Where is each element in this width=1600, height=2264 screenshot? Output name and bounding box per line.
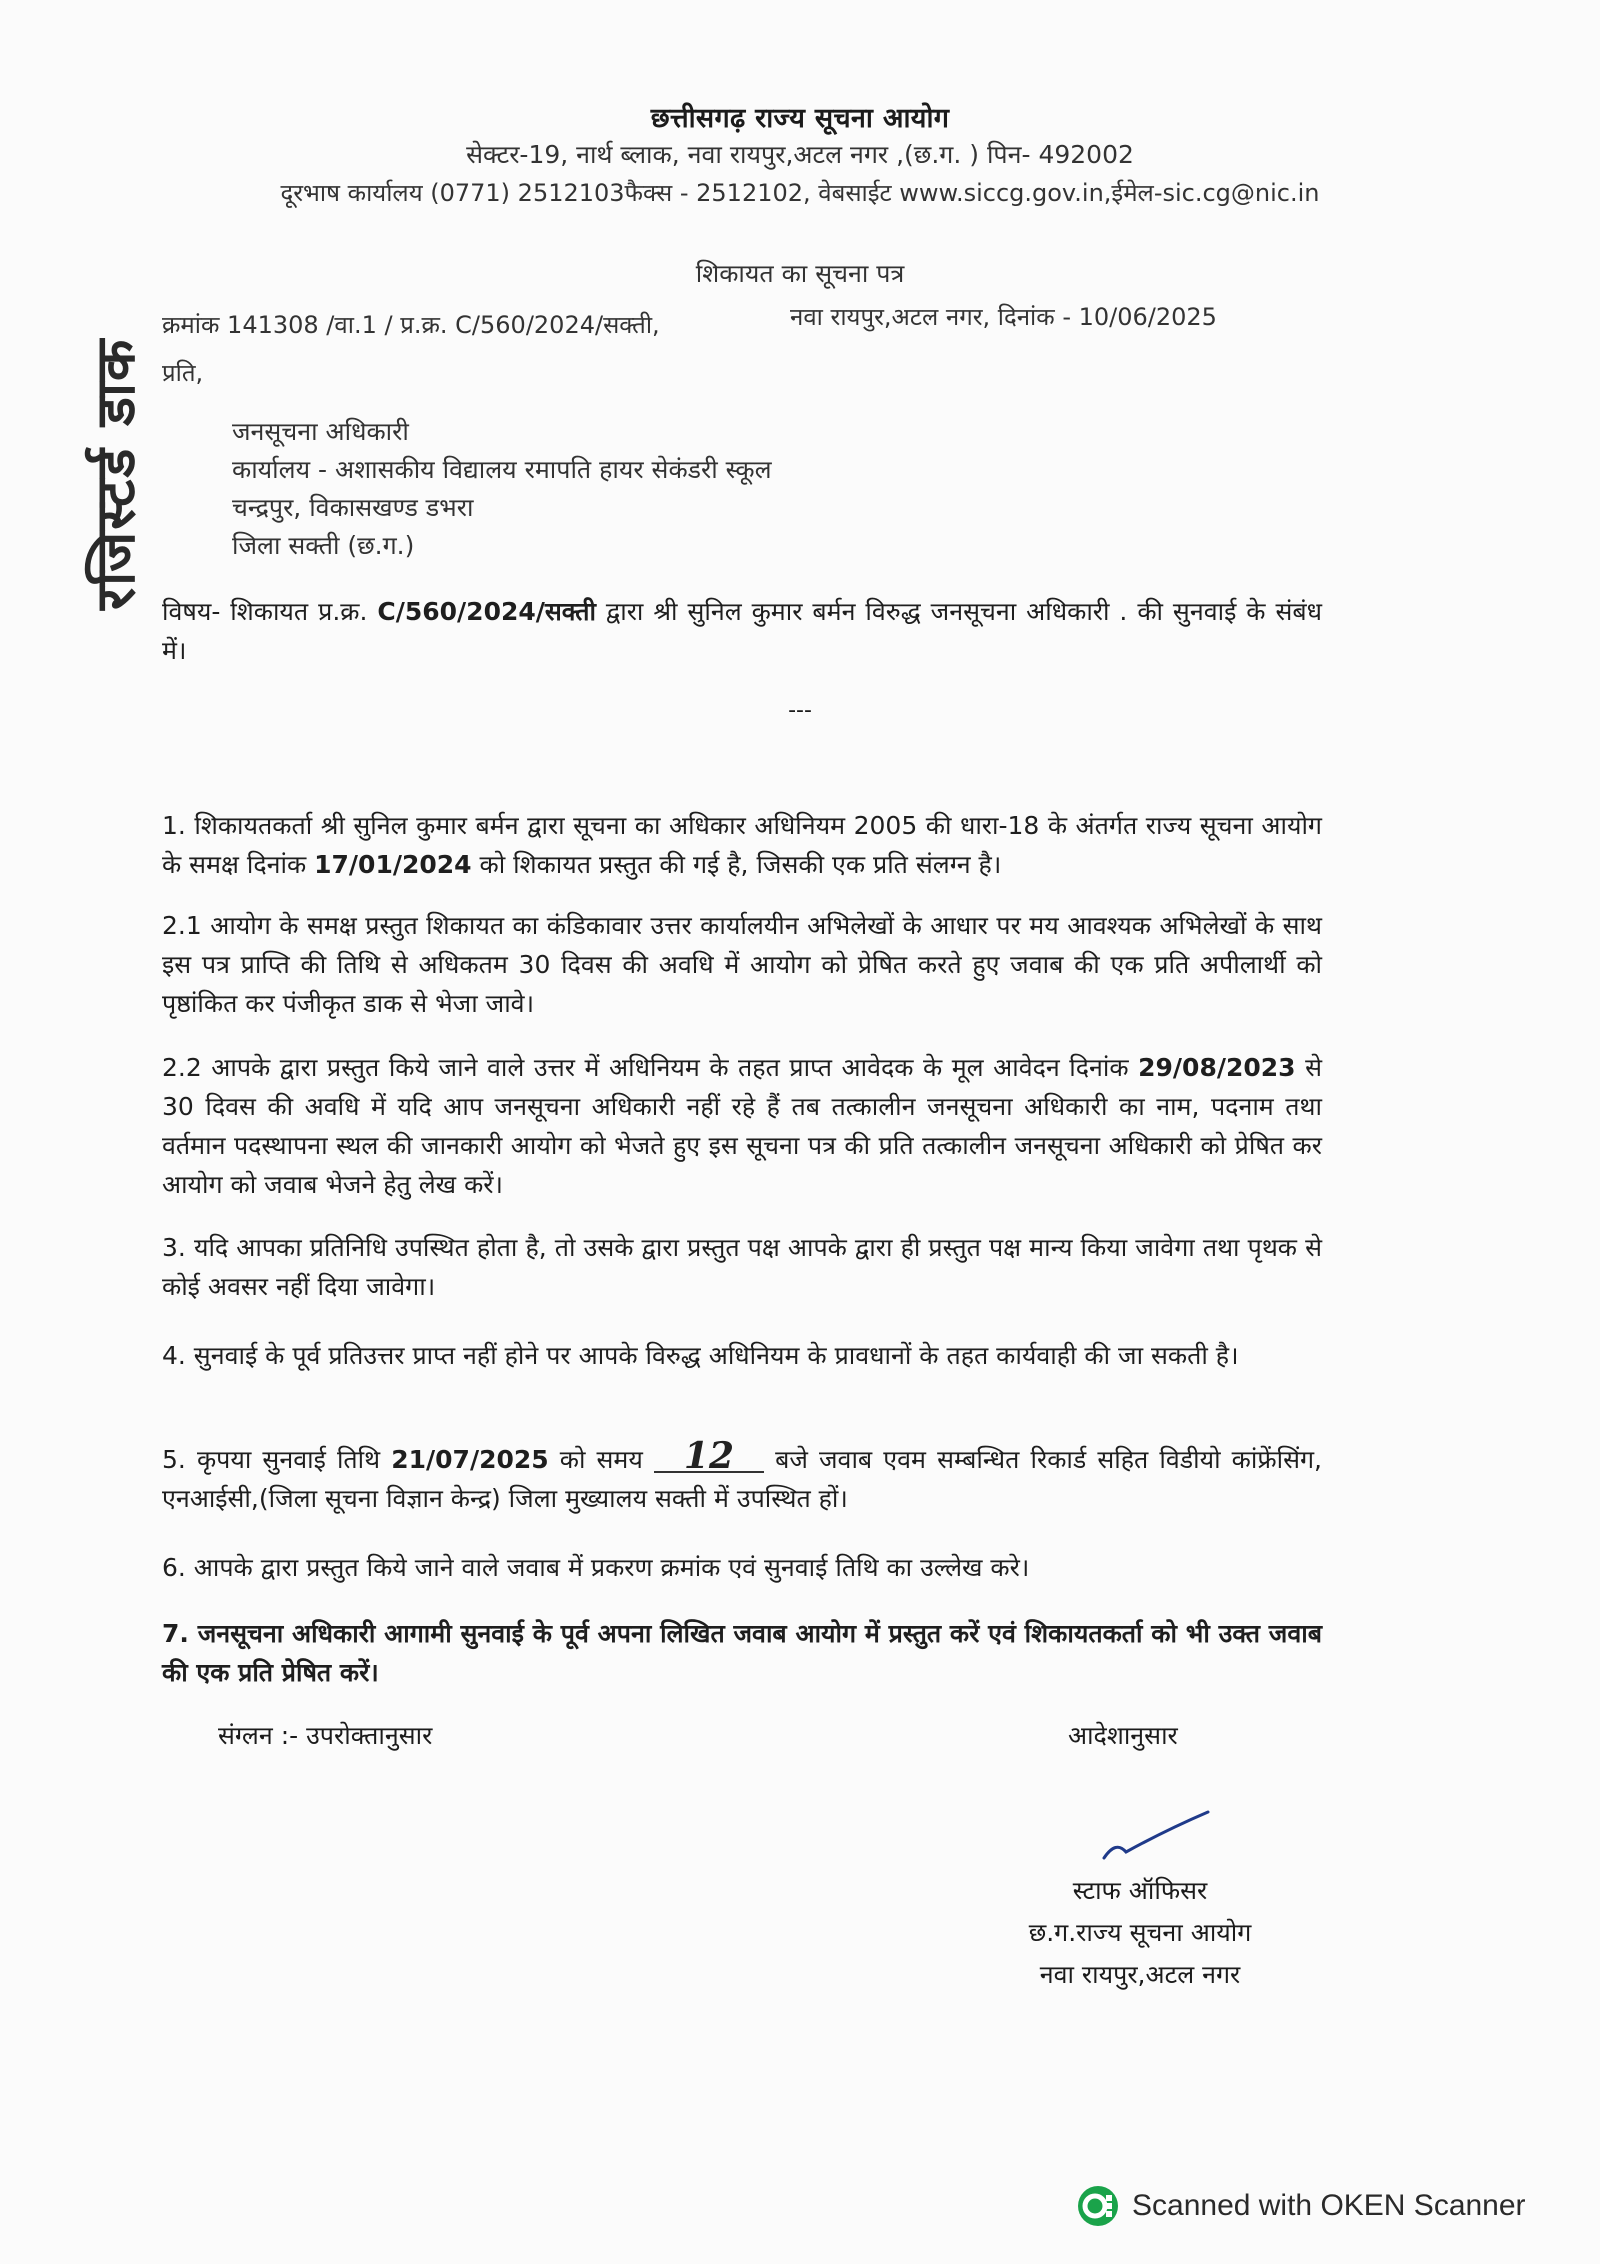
complaint-date: 17/01/2024 (314, 850, 472, 879)
paragraph-text: 1. शिकायतकर्ता श्री सुनिल कुमार बर्मन द्वारा सूचना का अधिकार अधिनियम 2005 की धारा-18 के अंतर्गत राज्य सूचना आयोग के समक्ष दिनांक (162, 811, 1322, 879)
paragraph-7: 7. जनसूचना अधिकारी आगामी सुनवाई के पूर्व अपना लिखित जवाब आयोग में प्रस्तुत करें एवं शिकायतकर्ता को भी उक्त जवाब की एक प्रति प्रेषित करें। (162, 1619, 1322, 1687)
subject-rest: द्वारा श्री सुनिल कुमार बर्मन विरुद्ध जनसूचना अधिकारी . की सुनवाई के संबंध में। (162, 597, 1322, 665)
recipient-line: जनसूचना अधिकारी (232, 417, 409, 446)
place-and-date: नवा रायपुर,अटल नगर, दिनांक - 10/06/2025 (790, 303, 1217, 331)
paragraph-6: 6. आपके द्वारा प्रस्तुत किये जाने वाले जवाब में प्रकरण क्रमांक एवं सुनवाई तिथि का उल्लेख करे। (162, 1553, 1030, 1582)
paragraph-3: 3. यदि आपका प्रतिनिधि उपस्थित होता है, तो उसके द्वारा प्रस्तुत पक्ष आपके द्वारा ही प्रस्तुत पक्ष मान्य किया जावेगा तथा पृथक से कोई अवसर नहीं दिया जावेगा। (162, 1233, 1322, 1301)
application-date: 29/08/2023 (1138, 1053, 1296, 1082)
signature-mark (1096, 1800, 1216, 1870)
commission-contact: दूरभाष कार्यालय (0771) 2512103फैक्स - 2512102, वेबसाईट www.siccg.gov.in,ईमेल-sic.cg@nic.in (280, 179, 1320, 207)
registered-post-stamp: रजिस्टर्ड डाक (83, 337, 147, 610)
paragraph-text: 5. कृपया सुनवाई तिथि (162, 1445, 392, 1474)
subject-line (162, 592, 1322, 670)
scanner-label: Scanned with OKEN Scanner (1132, 2189, 1526, 2222)
hearing-date: 21/07/2025 (391, 1445, 549, 1474)
addressee-prefix: प्रति, (162, 359, 204, 387)
recipient-line: चन्द्रपुर, विकासखण्ड डभरा (232, 493, 474, 522)
paragraph-2-2 (162, 1048, 1322, 1204)
paragraph-text: को शिकायत प्रस्तुत की गई है, जिसकी एक प्रति संलग्न है। (471, 850, 1002, 879)
recipient-line: जिला सक्ती (छ.ग.) (232, 531, 415, 560)
subject-prefix: विषय- शिकायत प्र.क्र. (162, 597, 378, 626)
paragraph-4: 4. सुनवाई के पूर्व प्रतिउत्तर प्राप्त नहीं होने पर आपके विरुद्ध अधिनियम के प्रावधानों के तहत कार्यवाही की जा सकती है। (162, 1341, 1239, 1370)
by-order-note: आदेशानुसार (1068, 1721, 1178, 1750)
signatory-place: नवा रायपुर,अटल नगर (1039, 1960, 1241, 1989)
paragraph-text: 2.2 आपके द्वारा प्रस्तुत किये जाने वाले उत्तर में अधिनियम के तहत प्राप्त आवेदक के मूल आवेदन दिनांक (162, 1053, 1139, 1082)
paragraph-5 (162, 1435, 1322, 1518)
hearing-time-handwritten: 12 (654, 1441, 764, 1473)
commission-address: सेक्टर-19, नार्थ ब्लाक, नवा रायपुर,अटल नगर ,(छ.ग. ) पिन- 492002 (466, 140, 1134, 169)
recipient-line: कार्यालय - अशासकीय विद्यालय रमापति हायर सेकंडरी स्कूल (232, 455, 772, 484)
subject-case-number: C/560/2024/सक्ती (377, 597, 596, 626)
reference-number: क्रमांक 141308 /वा.1 / प्र.क्र. C/560/2024/सक्ती, (162, 311, 660, 339)
paragraph-text: से 30 दिवस की अवधि में यदि आप जनसूचना अधिकारी नहीं रहे हैं तब तत्कालीन जनसूचना अधिकारी का नाम, पदनाम तथा वर्तमान पदस्थापना स्थल की जानकारी आयोग को भेजते हुए इस सूचना पत्र की प्रति तत्कालीन जनसूचना अधिकारी को प्रेषित कर आयोग को जवाब भेजने हेतु लेख करें। (162, 1053, 1322, 1199)
signatory-block (960, 1870, 1320, 1996)
commission-name: छत्तीसगढ़ राज्य सूचना आयोग (650, 103, 950, 134)
signatory-office: छ.ग.राज्य सूचना आयोग (1028, 1918, 1252, 1947)
oken-scanner-icon (1076, 2184, 1120, 2228)
document-title: शिकायत का सूचना पत्र (695, 259, 905, 288)
paragraph-2-1: 2.1 आयोग के समक्ष प्रस्तुत शिकायत का कंडिकावार उत्तर कार्यालयीन अभिलेखों के आधार पर मय आवश्यक अभिलेखों के साथ इस पत्र प्राप्ति की तिथि से अधिकतम 30 दिवस की अवधि में आयोग को प्रेषित करते हुए जवाब की एक प्रति अपीलार्थी को पृष्ठांकित कर पंजीकृत डाक से भेजा जावे। (162, 911, 1322, 1018)
paragraph-1 (162, 806, 1322, 884)
signatory-designation: स्टाफ ऑफिसर (1072, 1876, 1208, 1905)
paragraph-text: बजे जवाब एवम सम्बन्धित रिकार्ड सहित विडीयो कांफ्रेंसिंग, एनआईसी,(जिला सूचना विज्ञान केन्द्र) जिला मुख्यालय सक्ती में उपस्थित हों। (162, 1445, 1322, 1513)
enclosure-note: संग्लन :- उपरोक्तानुसार (218, 1721, 433, 1750)
scanner-watermark (1076, 2184, 1526, 2228)
separator: --- (788, 698, 812, 723)
paragraph-text: को समय (548, 1445, 654, 1474)
